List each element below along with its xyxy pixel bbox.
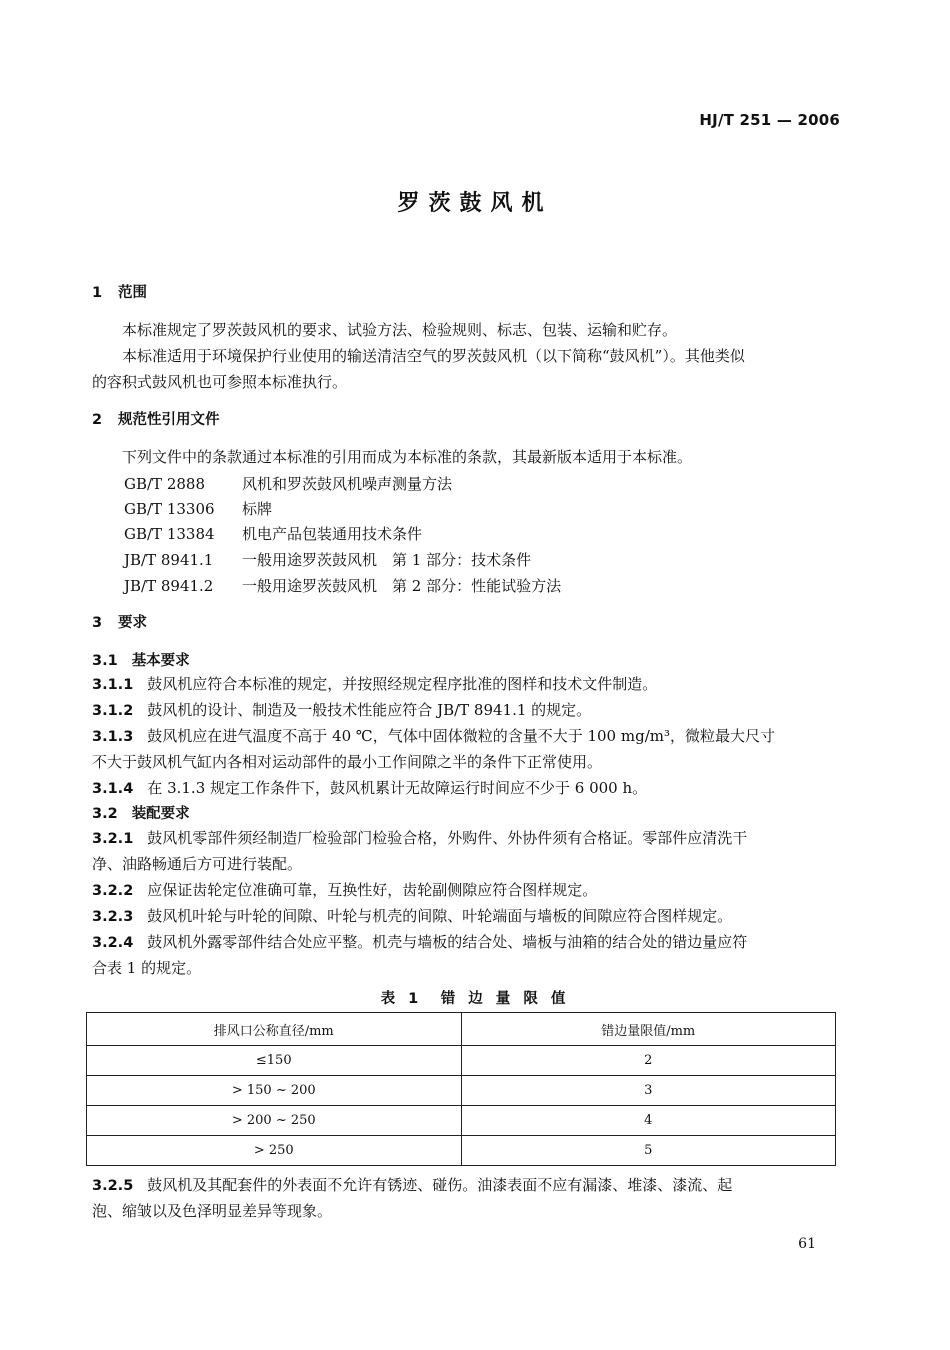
subsection-3-1-heading bbox=[92, 649, 190, 670]
clause-3-2-2 bbox=[92, 877, 844, 904]
clause-number: 3.2.4 bbox=[92, 935, 134, 951]
clause-number: 3.1.1 bbox=[92, 677, 134, 693]
section-title: 要求 bbox=[118, 615, 147, 631]
reference-item bbox=[124, 498, 272, 519]
section-2-heading bbox=[92, 408, 220, 429]
table-cell: 5 bbox=[461, 1136, 836, 1166]
section-title: 规范性引用文件 bbox=[118, 412, 220, 428]
clause-text-line-1: 鼓风机外露零部件结合处应平整。机壳与墙板的结合处、墙板与油箱的结合处的错边量应符 bbox=[147, 933, 748, 951]
table-cell: 3 bbox=[461, 1076, 836, 1106]
clause-3-1-4 bbox=[92, 775, 844, 802]
clause-number: 3.1.3 bbox=[92, 729, 134, 745]
reference-code: GB/T 2888 bbox=[124, 475, 206, 493]
table-row bbox=[87, 1076, 836, 1106]
subsection-3-2-heading bbox=[92, 802, 190, 823]
table-cell: 2 bbox=[461, 1046, 836, 1076]
section-number: 3 bbox=[92, 615, 103, 631]
clause-number: 3.2.5 bbox=[92, 1178, 134, 1194]
section-1-paragraph-2-line-1: 本标准适用于环境保护行业使用的输送清洁空气的罗茨鼓风机（以下简称“鼓风机”）。其他类似 bbox=[122, 347, 745, 365]
section-3-heading bbox=[92, 611, 147, 632]
table-header-cell: 排风口公称直径/mm bbox=[87, 1013, 462, 1046]
reference-code: JB/T 8941.2 bbox=[124, 577, 214, 595]
clause-text: 鼓风机的设计、制造及一般技术性能应符合 JB/T 8941.1 的规定。 bbox=[147, 701, 592, 719]
subsection-number: 3.2 bbox=[92, 806, 118, 822]
clause-text: 鼓风机叶轮与叶轮的间隙、叶轮与机壳的间隙、叶轮端面与墙板的间隙应符合图样规定。 bbox=[147, 907, 733, 925]
clause-number: 3.1.4 bbox=[92, 781, 134, 797]
clause-3-1-2 bbox=[92, 697, 844, 724]
misalignment-limits-table bbox=[86, 1012, 836, 1166]
subsection-title: 基本要求 bbox=[131, 653, 190, 669]
table-cell: > 250 bbox=[87, 1136, 462, 1166]
section-1-paragraph-2-line-2: 的容积式鼓风机也可参照本标准执行。 bbox=[92, 373, 348, 391]
table-row bbox=[87, 1106, 836, 1136]
standard-code: HJ/T 251 — 2006 bbox=[699, 111, 840, 129]
reference-name: 机电产品包装通用技术条件 bbox=[242, 525, 423, 543]
section-title: 范围 bbox=[118, 285, 147, 301]
clause-3-2-4-continued: 合表 1 的规定。 bbox=[92, 959, 202, 977]
clause-3-1-3-continued: 不大于鼓风机气缸内各相对运动部件的最小工作间隙之半的条件下正常使用。 bbox=[92, 753, 603, 771]
reference-code: GB/T 13306 bbox=[124, 500, 215, 518]
table-header-cell: 错边量限值/mm bbox=[461, 1013, 836, 1046]
clause-3-1-3 bbox=[92, 723, 844, 750]
reference-name: 一般用途罗茨鼓风机 第 1 部分：技术条件 bbox=[242, 551, 532, 569]
subsection-title: 装配要求 bbox=[131, 806, 190, 822]
clause-3-2-3 bbox=[92, 903, 844, 930]
table-cell: ≤150 bbox=[87, 1046, 462, 1076]
clause-text-line-1: 鼓风机应在进气温度不高于 40 ℃，气体中固体微粒的含量不大于 100 mg/m³，微粒最大尺寸 bbox=[147, 727, 775, 745]
clause-3-2-5-continued: 泡、缩皱以及色泽明显差异等现象。 bbox=[92, 1202, 333, 1220]
clause-text-line-1: 鼓风机零部件须经制造厂检验部门检验合格，外购件、外协件须有合格证。零部件应清洗干 bbox=[147, 829, 748, 847]
reference-name: 一般用途罗茨鼓风机 第 2 部分：性能试验方法 bbox=[242, 577, 562, 595]
clause-3-2-1 bbox=[92, 825, 844, 852]
clause-3-1-1 bbox=[92, 671, 844, 698]
subsection-number: 3.1 bbox=[92, 653, 118, 669]
reference-name: 标牌 bbox=[242, 500, 273, 518]
clause-text: 鼓风机应符合本标准的规定，并按照经规定程序批准的图样和技术文件制造。 bbox=[147, 675, 658, 693]
document-title: 罗茨鼓风机 bbox=[397, 191, 553, 216]
table-header-row bbox=[87, 1013, 836, 1046]
clause-number: 3.1.2 bbox=[92, 703, 134, 719]
page-number: 61 bbox=[798, 1236, 816, 1252]
section-1-heading bbox=[92, 281, 147, 302]
clause-text-line-1: 鼓风机及其配套件的外表面不允许有锈迹、碰伤。油漆表面不应有漏漆、堆漆、漆流、起 bbox=[147, 1176, 733, 1194]
clause-number: 3.2.1 bbox=[92, 831, 134, 847]
reference-item bbox=[124, 549, 531, 570]
section-2-intro: 下列文件中的条款通过本标准的引用而成为本标准的条款，其最新版本适用于本标准。 bbox=[122, 448, 693, 466]
reference-item bbox=[124, 473, 452, 494]
table-row bbox=[87, 1046, 836, 1076]
clause-text: 应保证齿轮定位准确可靠，互换性好，齿轮副侧隙应符合图样规定。 bbox=[147, 881, 598, 899]
section-1-paragraph-1: 本标准规定了罗茨鼓风机的要求、试验方法、检验规则、标志、包装、运输和贮存。 bbox=[122, 321, 678, 339]
reference-code: JB/T 8941.1 bbox=[124, 551, 214, 569]
reference-code: GB/T 13384 bbox=[124, 525, 215, 543]
clause-3-2-4 bbox=[92, 929, 844, 956]
clause-number: 3.2.3 bbox=[92, 909, 134, 925]
reference-name: 风机和罗茨鼓风机噪声测量方法 bbox=[242, 475, 453, 493]
table-row bbox=[87, 1136, 836, 1166]
reference-item bbox=[124, 523, 422, 544]
table-cell: > 200 ~ 250 bbox=[87, 1106, 462, 1136]
clause-3-2-5 bbox=[92, 1172, 844, 1199]
section-number: 1 bbox=[92, 285, 103, 301]
clause-number: 3.2.2 bbox=[92, 883, 134, 899]
clause-text: 在 3.1.3 规定工作条件下，鼓风机累计无故障运行时间应不少于 6 000 h。 bbox=[147, 779, 648, 797]
table-cell: 4 bbox=[461, 1106, 836, 1136]
reference-item bbox=[124, 575, 561, 596]
clause-3-2-1-continued: 净、油路畅通后方可进行装配。 bbox=[92, 855, 303, 873]
table-caption: 表 1 错 边 量 限 值 bbox=[380, 991, 570, 1007]
section-number: 2 bbox=[92, 412, 103, 428]
table-cell: > 150 ~ 200 bbox=[87, 1076, 462, 1106]
